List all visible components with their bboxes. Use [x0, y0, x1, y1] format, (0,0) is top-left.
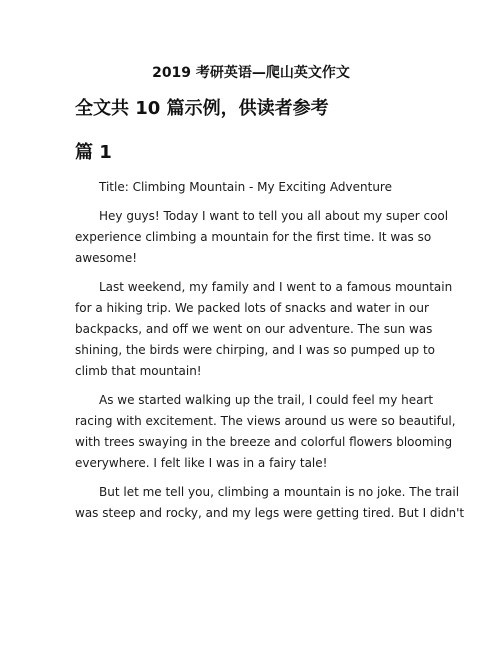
document-title: 2019 考研英语—爬山英文作文: [152, 65, 350, 81]
essay-line: As we started walking up the trail, I could feel my heart: [99, 393, 434, 407]
essay-line: with trees swaying in the breeze and colorful flowers blooming: [75, 435, 453, 449]
essay-paragraph: [75, 277, 453, 382]
essay-line: But let me tell you, climbing a mountain is no joke. The trail: [99, 485, 460, 499]
essay-line: backpacks, and off we went on our adventure. The sun was: [75, 322, 433, 336]
essay-line: Last weekend, my family and I went to a famous mountain: [99, 280, 453, 294]
essay-paragraph: [75, 390, 456, 474]
essay-paragraph: [75, 206, 449, 269]
essay-line: racing with excitement. The views around us were so beautiful,: [75, 414, 456, 428]
essay-line: Hey guys! Today I want to tell you all about my super cool: [99, 209, 449, 223]
chapter-heading: 篇 1: [75, 142, 112, 163]
essay-line: shining, the birds were chirping, and I was so pumped up to: [75, 343, 435, 357]
essay-line: was steep and rocky, and my legs were getting tired. But I didn't: [75, 506, 465, 520]
document-subtitle: 全文共 10 篇示例，供读者参考: [75, 98, 329, 119]
essay-line: experience climbing a mountain for the first time. It was so: [75, 230, 432, 244]
essay-line: climb that mountain!: [75, 364, 202, 378]
essay-paragraph: [75, 482, 465, 524]
essay-line: Title: Climbing Mountain - My Exciting Adventure: [99, 180, 392, 194]
essay-paragraph: [75, 177, 435, 198]
essay-line: for a hiking trip. We packed lots of snacks and water in our: [75, 301, 429, 315]
essay-body: [75, 177, 465, 532]
essay-line: awesome!: [75, 251, 138, 265]
essay-line: everywhere. I felt like I was in a fairy tale!: [75, 456, 328, 470]
